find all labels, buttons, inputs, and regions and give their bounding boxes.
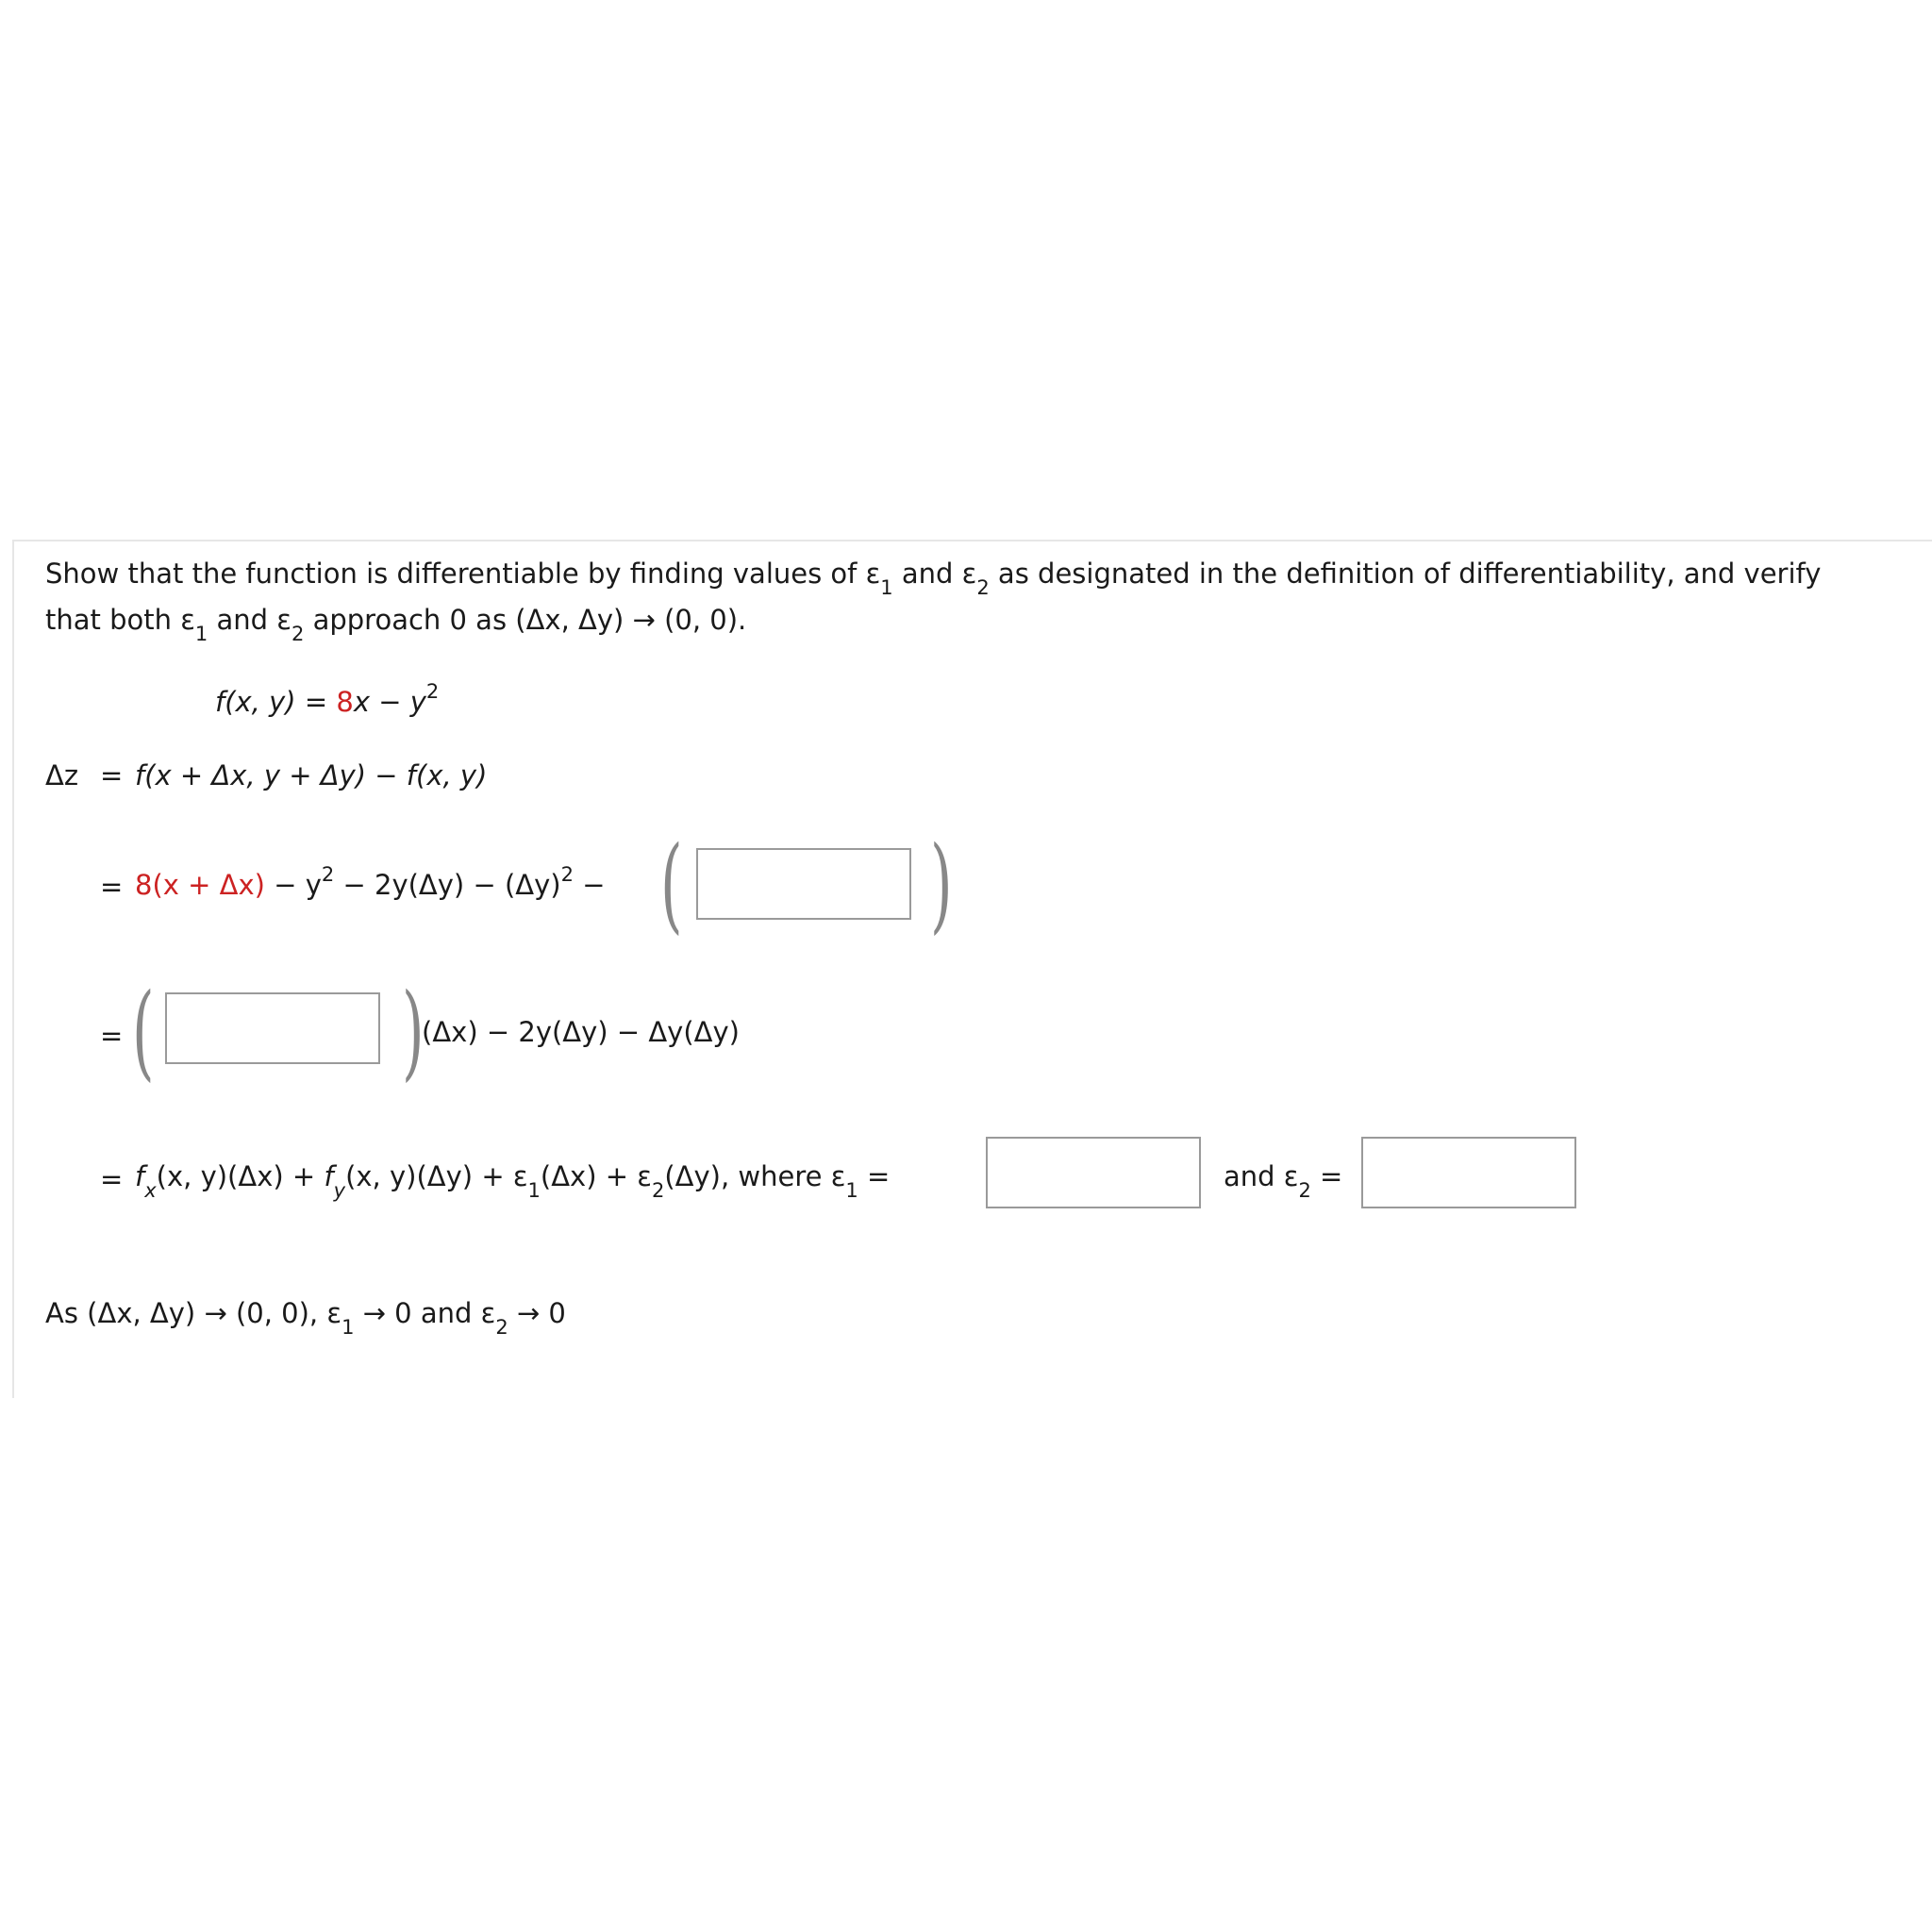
delta-z-expr: f(x + Δx, y + Δy) − f(x, y) xyxy=(135,759,488,791)
step3-term: (Δy), where xyxy=(664,1160,831,1192)
epsilon-symbol: ε xyxy=(865,558,881,590)
epsilon-symbol: ε xyxy=(326,1297,342,1329)
epsilon-symbol: ε xyxy=(961,558,977,590)
function-definition xyxy=(215,680,440,719)
partial-f: f xyxy=(135,1160,145,1192)
instructions-text: approach 0 as (Δx, Δy) → (0, 0). xyxy=(304,604,747,636)
epsilon-symbol: ε xyxy=(276,604,291,636)
step3-term: (x, y)(Δx) + xyxy=(156,1160,325,1192)
delta-z-label: Δz xyxy=(45,759,79,791)
subscript-2: 2 xyxy=(495,1316,508,1339)
step3-equals xyxy=(100,1162,123,1196)
equals-sign: = xyxy=(295,686,337,718)
epsilon-symbol: ε xyxy=(480,1297,496,1329)
step1-expression xyxy=(135,863,606,902)
instructions-line-2 xyxy=(45,603,747,645)
conclusion-text: As (Δx, Δy) → (0, 0), xyxy=(45,1297,327,1329)
subscript-1: 1 xyxy=(845,1179,858,1202)
function-lhs: f(x, y) xyxy=(215,686,296,718)
subscript-1: 1 xyxy=(341,1316,355,1339)
epsilon-symbol: ε xyxy=(1283,1160,1299,1192)
and-text: and xyxy=(892,558,962,590)
delta-z-equals xyxy=(100,758,123,792)
conclusion-line xyxy=(45,1296,566,1339)
step1-open-paren: ( xyxy=(660,824,683,944)
exponent: 2 xyxy=(425,680,440,703)
step3-term: (x, y)(Δy) + xyxy=(345,1160,513,1192)
step2-expr: (Δx) − 2y(Δy) − Δy(Δy) xyxy=(422,1016,740,1048)
equals-sign: = xyxy=(100,1020,124,1052)
subscript-1: 1 xyxy=(527,1179,541,1202)
step2-open-paren: ( xyxy=(132,971,155,1091)
epsilon1-answer-input[interactable] xyxy=(986,1137,1201,1208)
equals-sign: = xyxy=(100,1163,124,1195)
step2-answer-field[interactable] xyxy=(167,994,378,1062)
step1-red-term: 8(x + Δx) xyxy=(135,869,265,901)
equals-sign: = xyxy=(1310,1160,1343,1192)
step1-equals xyxy=(100,870,123,904)
subscript-1: 1 xyxy=(194,623,208,645)
instructions-text: as designated in the definition of differentiability, and verify xyxy=(989,558,1822,590)
step1-answer-field[interactable] xyxy=(698,850,909,918)
subscript-2: 2 xyxy=(976,576,990,599)
function-term: y xyxy=(409,686,426,718)
conclusion-text: → 0 and xyxy=(354,1297,481,1329)
epsilon-symbol: ε xyxy=(637,1160,652,1192)
conclusion-text: → 0 xyxy=(508,1297,566,1329)
equals-sign: = xyxy=(100,759,124,791)
subscript-1: 1 xyxy=(880,576,893,599)
minus-sign: − xyxy=(573,869,606,901)
and-text: and xyxy=(1224,1160,1284,1192)
minus-sign: − xyxy=(369,686,410,718)
epsilon-symbol: ε xyxy=(180,604,195,636)
step2-close-paren: ) xyxy=(402,971,425,1091)
epsilon-symbol: ε xyxy=(512,1160,528,1192)
subscript-2: 2 xyxy=(291,623,305,645)
epsilon2-answer-field[interactable] xyxy=(1363,1139,1574,1207)
equals-sign: = xyxy=(858,1160,891,1192)
subscript-y: y xyxy=(333,1179,346,1202)
panel-left-border xyxy=(12,540,14,1398)
equals-sign: = xyxy=(100,871,124,903)
step2-expression xyxy=(422,1015,740,1049)
function-term: x xyxy=(353,686,370,718)
step1-term: − 2y(Δy) − (Δy) xyxy=(334,869,561,901)
instructions-text: that both xyxy=(45,604,181,636)
subscript-2: 2 xyxy=(651,1179,665,1202)
partial-f: f xyxy=(324,1160,334,1192)
exponent: 2 xyxy=(321,863,335,886)
step3-expression xyxy=(135,1159,891,1202)
function-coefficient: 8 xyxy=(336,686,354,718)
epsilon-symbol: ε xyxy=(830,1160,846,1192)
epsilon2-answer-input[interactable] xyxy=(1361,1137,1576,1208)
delta-z-expression xyxy=(135,758,487,792)
epsilon1-answer-field[interactable] xyxy=(988,1139,1199,1207)
epsilon2-label xyxy=(1224,1159,1343,1202)
step1-close-paren: ) xyxy=(930,824,953,944)
subscript-x: x xyxy=(144,1179,157,1202)
step2-answer-input[interactable] xyxy=(165,992,380,1064)
subscript-2: 2 xyxy=(1298,1179,1311,1202)
delta-z-line xyxy=(45,758,78,792)
instructions-text: Show that the function is differentiable by finding values of xyxy=(45,558,866,590)
panel-top-border xyxy=(12,540,1932,541)
step1-answer-input[interactable] xyxy=(696,848,911,920)
instructions-line-1 xyxy=(45,557,1822,599)
step1-term: − y xyxy=(264,869,322,901)
step3-term: (Δx) + xyxy=(540,1160,638,1192)
step2-equals xyxy=(100,1019,123,1053)
exponent: 2 xyxy=(560,863,574,886)
and-text: and xyxy=(208,604,277,636)
